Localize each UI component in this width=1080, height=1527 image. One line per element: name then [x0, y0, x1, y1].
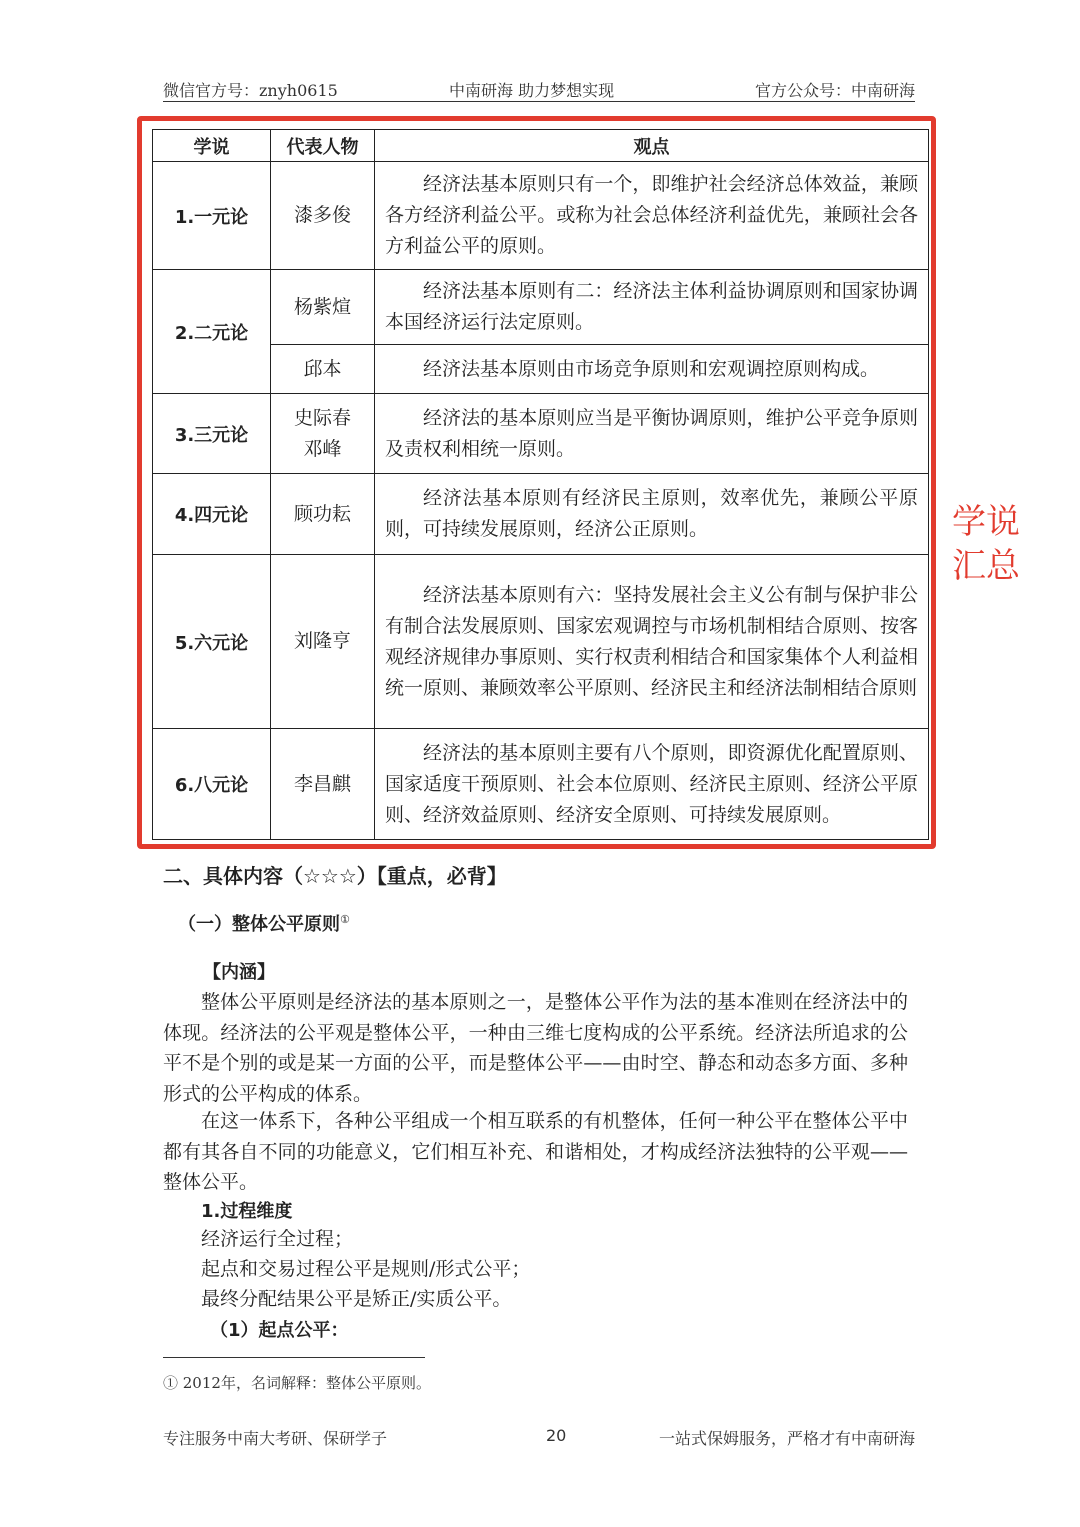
person-cell: 刘隆亨: [271, 555, 375, 729]
subsection-title-text: （一）整体公平原则: [178, 914, 340, 935]
callout-label-line: 学说: [952, 502, 1020, 542]
header-center: 中南研海 助力梦想实现: [449, 81, 615, 100]
person-name: 史际春: [293, 406, 351, 429]
callout-label: [952, 500, 1032, 588]
header-right: 官方公众号：中南研海: [754, 81, 915, 100]
footnote: ① 2012年，名词解释：整体公平原则。: [163, 1374, 431, 1392]
list-line: 起点和交易过程公平是规则/形式公平；: [201, 1258, 531, 1280]
page-number: 20: [546, 1426, 567, 1445]
header-left: 微信官方号：znyh0615: [163, 81, 338, 100]
theory-cell: 1.一元论: [153, 162, 271, 270]
footnote-marker: ①: [340, 913, 350, 926]
view-cell: 经济法基本原则有二：经济法主体利益协调原则和国家协调本国经济运行法定原则。: [375, 270, 929, 345]
list-line: 最终分配结果公平是矫正/实质公平。: [201, 1288, 512, 1310]
paragraph: 整体公平原则是经济法的基本原则之一，是整体公平作为法的基本准则在经济法中的体现。经济法的公平观是整体公平，一种由三维七度构成的公平系统。经济法所追求的公平不是个别的或是某一方面的公平，而是整体公平——由时空、静态和动态多方面、多种形式的公平构成的体系。: [163, 991, 908, 1105]
person-cell: 邱本: [271, 345, 375, 394]
view-cell: 经济法基本原则有经济民主原则，效率优先，兼顾公平原则，可持续发展原则，经济公正原则。: [375, 474, 929, 555]
person-cell: 漆多俊: [271, 162, 375, 270]
person-cell: 李昌麒: [271, 729, 375, 840]
theory-cell: 5.六元论: [153, 555, 271, 729]
heading-process-dimension: 1.过程维度: [201, 1201, 293, 1222]
list-line: 经济运行全过程；: [201, 1228, 354, 1250]
view-cell: 经济法基本原则只有一个，即维护社会经济总体效益，兼顾各方经济利益公平。或称为社会总体经济利益优先，兼顾社会各方利益公平的原则。: [375, 162, 929, 270]
person-name: 邓峰: [303, 437, 342, 460]
view-cell: 经济法基本原则有六：坚持发展社会主义公有制与保护非公有制合法发展原则、国家宏观调控与市场机制相结合原则、按客观经济规律办事原则、实行权责利相结合和国家集体个人利益相统一原则、兼顾效率公平原则、经济民主和经济法制相结合原则: [375, 555, 929, 729]
footnote-divider: [163, 1357, 425, 1358]
subsection-title: [178, 910, 350, 936]
view-cell: 经济法的基本原则应当是平衡协调原则，维护公平竞争原则及责权利相统一原则。: [375, 394, 929, 474]
view-cell: 经济法的基本原则主要有八个原则，即资源优化配置原则、国家适度干预原则、社会本位原则、经济民主原则、经济公平原则、经济效益原则、经济安全原则、可持续发展原则。: [375, 729, 929, 840]
theory-cell: 2.二元论: [153, 270, 271, 394]
highlight-box: [137, 116, 936, 849]
footer-right: 一站式保姆服务，严格才有中南研海: [658, 1429, 915, 1448]
header-divider: [163, 101, 915, 102]
section-title: 二、具体内容（☆☆☆）【重点，必背】: [163, 864, 507, 888]
theory-cell: 4.四元论: [153, 474, 271, 555]
col-header-theory: 学说: [153, 130, 271, 162]
theory-cell: 3.三元论: [153, 394, 271, 474]
paragraph: 在这一体系下，各种公平组成一个相互联系的有机整体，任何一种公平在整体公平中都有其各自不同的功能意义，它们相互补充、和谐相处，才构成经济法独特的公平观——整体公平。: [163, 1110, 908, 1193]
person-cell: 顾功耘: [271, 474, 375, 555]
person-cell: 杨紫煊: [271, 270, 375, 345]
footer-left: 专注服务中南大考研、保研学子: [163, 1429, 388, 1448]
connotation-tag: 【内涵】: [203, 962, 275, 983]
col-header-view: 观点: [375, 130, 929, 162]
heading-start-fairness: （1）起点公平：: [210, 1320, 349, 1341]
view-cell: 经济法基本原则由市场竞争原则和宏观调控原则构成。: [375, 345, 929, 394]
callout-label-line: 汇总: [952, 546, 1020, 586]
theory-cell: 6.八元论: [153, 729, 271, 840]
col-header-person: 代表人物: [271, 130, 375, 162]
